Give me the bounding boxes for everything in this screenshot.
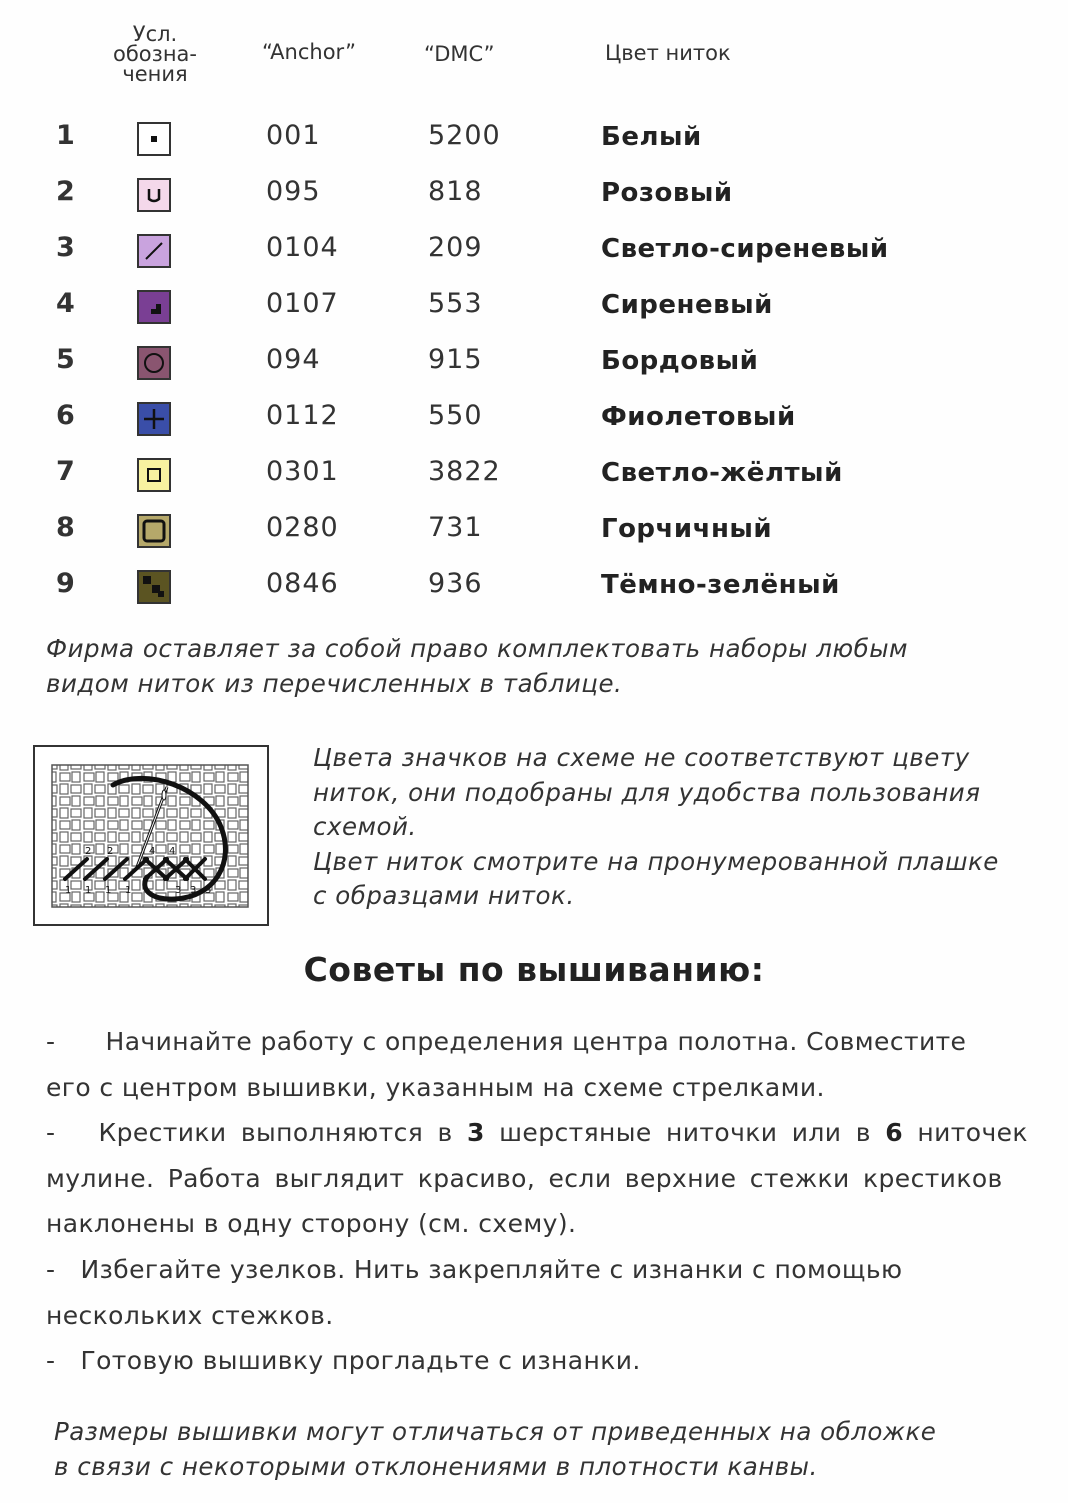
tip-2-wool-count: 3 — [467, 1118, 485, 1148]
diagram-bottom-number: 3 — [205, 885, 212, 896]
tip-2-text-a: - Крестики выполняются в — [46, 1118, 468, 1148]
cross-stitch-diagram — [33, 745, 269, 926]
thread-color-name: Тёмно-зелёный — [601, 570, 840, 600]
anchor-code: 0112 — [266, 400, 339, 431]
thread-row — [0, 402, 1068, 458]
dmc-code: 915 — [428, 344, 483, 375]
tip-1-line-1: - Начинайте работу с определения центра полотна. Совместите — [46, 1027, 967, 1056]
square-symbol-icon — [137, 458, 171, 492]
thread-row — [0, 234, 1068, 290]
tips-list — [46, 1019, 1041, 1384]
thread-color-name: Белый — [601, 122, 702, 152]
note-size-line-2: в связи с некоторыми отклонениями в плотности канвы. — [54, 1451, 818, 1481]
anchor-code: 0846 — [266, 568, 339, 599]
note-kit-line-1: Фирма оставляет за собой право комплектовать наборы любым — [46, 634, 909, 663]
dmc-code: 3822 — [428, 456, 501, 487]
anchor-code: 001 — [266, 120, 321, 151]
note-size-variance — [54, 1415, 936, 1484]
note-symbols-line-2: ниток, они подобраны для удобства пользования — [313, 777, 981, 807]
thread-color-name: Сиреневый — [601, 290, 773, 320]
diagram-top-number: 2 — [85, 846, 92, 857]
thread-number: 2 — [56, 176, 75, 207]
tip-2-text-c: шерстяные ниточки или в — [484, 1118, 886, 1148]
anchor-code: 094 — [266, 344, 321, 375]
cross-stitch-illustration — [35, 747, 267, 924]
diagram-top-number: 2 — [107, 846, 114, 857]
tip-3-line-1: - Избегайте узелков. Нить закрепляйте с изнанки с помощью — [46, 1254, 903, 1284]
tip-4-line-1: - Готовую вышивку прогладьте с изнанки. — [46, 1346, 641, 1376]
diagram-bottom-number: 3 — [190, 885, 197, 896]
thread-number: 4 — [56, 288, 75, 319]
thread-number: 9 — [56, 568, 75, 599]
symbol-header-line-1: Усл. — [132, 22, 178, 46]
circle-symbol-icon — [137, 346, 171, 380]
diagram-bottom-number: 1 — [65, 885, 72, 896]
note-symbols-line-3: схемой. — [313, 812, 417, 841]
thread-color-name: Светло-жёлтый — [601, 458, 843, 488]
diagram-top-number: 4 — [169, 846, 176, 857]
dmc-code: 731 — [428, 512, 483, 543]
note-symbols-line-5: с образцами ниток. — [313, 881, 575, 910]
dmc-code: 936 — [428, 568, 483, 599]
bold-square-symbol-icon — [137, 514, 171, 548]
note-kit-line-2: видом ниток из перечисленных в таблице. — [46, 668, 623, 698]
thread-row — [0, 570, 1068, 626]
note-symbol-colors — [313, 741, 999, 914]
anchor-code: 0107 — [266, 288, 339, 319]
anchor-code: 0301 — [266, 456, 339, 487]
thread-number: 5 — [56, 344, 75, 375]
symbol-header-line-3: чения — [122, 62, 188, 86]
note-size-line-1: Размеры вышивки могут отличаться от приведенных на обложке — [54, 1417, 937, 1446]
stair-symbol-icon — [137, 290, 171, 324]
thread-row — [0, 346, 1068, 402]
tip-3-line-2: нескольких стежков. — [46, 1300, 334, 1330]
note-symbols-line-1: Цвета значков на схеме не соответствуют цвету — [313, 743, 970, 772]
symbol-column-header — [100, 24, 210, 84]
thread-color-name: Фиолетовый — [601, 402, 796, 432]
anchor-code: 0104 — [266, 232, 339, 263]
thread-color-name: Розовый — [601, 178, 733, 208]
thread-row — [0, 122, 1068, 178]
dmc-code: 209 — [428, 232, 483, 263]
plus-symbol-icon — [137, 402, 171, 436]
thread-color-name: Горчичный — [601, 514, 773, 544]
thread-color-name: Светло-сиреневый — [601, 234, 889, 264]
tip-1-line-2: его с центром вышивки, указанным на схеме стрелками. — [46, 1072, 825, 1102]
thread-number: 3 — [56, 232, 75, 263]
diagram-top-number: 4 — [149, 846, 156, 857]
tip-2-line-3: наклонены в одну сторону (см. схему). — [46, 1209, 577, 1239]
note-kit-composition — [46, 632, 908, 701]
dmc-code: 553 — [428, 288, 483, 319]
anchor-code: 0280 — [266, 512, 339, 543]
tip-2-line-2: мулине. Работа выглядит красиво, если верхние стежки крестиков — [46, 1163, 1003, 1193]
checker-symbol-icon — [137, 570, 171, 604]
thread-number: 8 — [56, 512, 75, 543]
tip-2-line-1 — [46, 1110, 1041, 1156]
tip-2-text-e: ниточек — [903, 1118, 1028, 1148]
thread-number: 6 — [56, 400, 75, 431]
dot-symbol-icon — [137, 122, 171, 156]
anchor-code: 095 — [266, 176, 321, 207]
anchor-column-header: “Anchor” — [262, 40, 356, 64]
thread-row — [0, 458, 1068, 514]
tip-2-floss-count: 6 — [885, 1118, 904, 1148]
color-column-header: Цвет ниток — [605, 41, 731, 65]
u-symbol-icon — [137, 178, 171, 212]
diagram-bottom-number: 1 — [85, 885, 92, 896]
thread-number: 7 — [56, 456, 75, 487]
dmc-column-header: “DMC” — [424, 42, 495, 66]
dmc-code: 5200 — [428, 120, 501, 151]
slash-symbol-icon — [137, 234, 171, 268]
thread-color-name: Бордовый — [601, 346, 759, 376]
symbol-header-line-2: обозна- — [113, 42, 197, 66]
thread-row — [0, 290, 1068, 346]
tips-title: Советы по вышиванию: — [303, 950, 765, 989]
dmc-code: 818 — [428, 176, 483, 207]
dmc-code: 550 — [428, 400, 483, 431]
diagram-bottom-number: 1 — [125, 885, 132, 896]
thread-row — [0, 178, 1068, 234]
note-symbols-line-4: Цвет ниток смотрите на пронумерованной плашке — [313, 846, 999, 876]
thread-row — [0, 514, 1068, 570]
diagram-bottom-number: 1 — [105, 885, 112, 896]
thread-number: 1 — [56, 120, 75, 151]
diagram-bottom-number: 3 — [175, 885, 182, 896]
